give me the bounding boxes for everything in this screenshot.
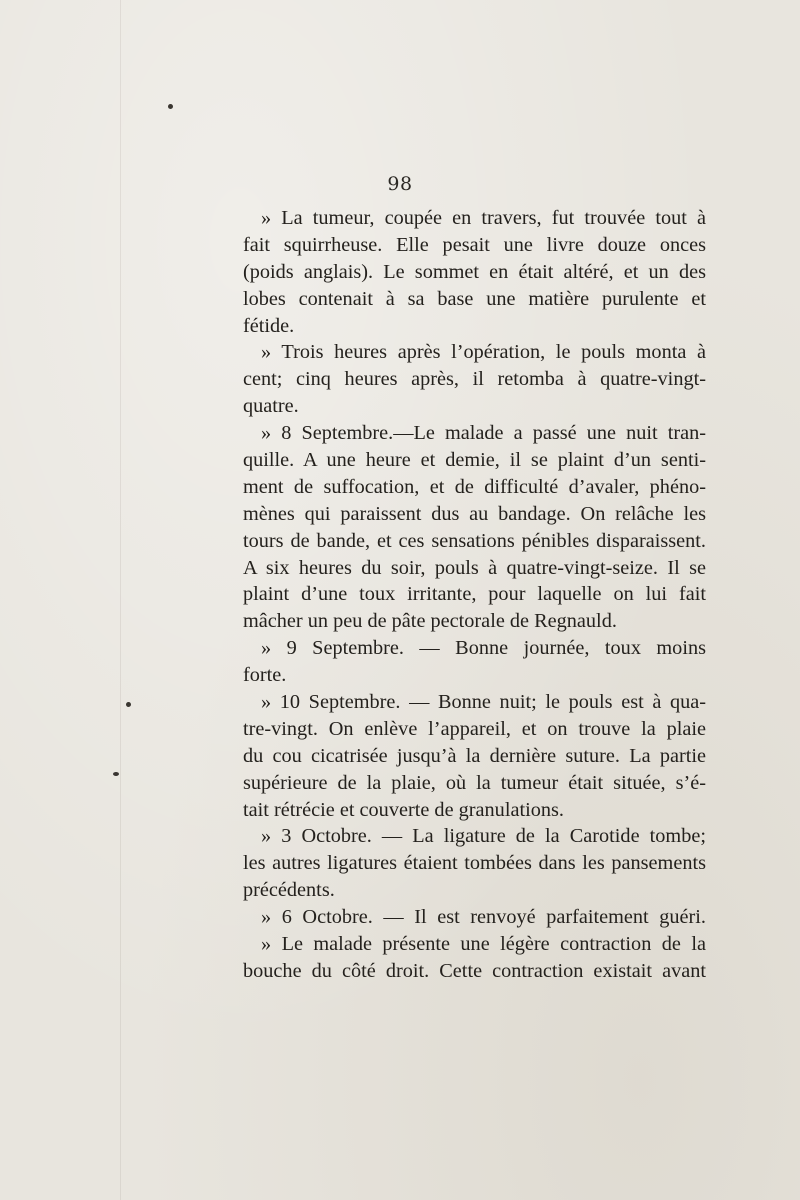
text-line: » 10 Septembre. — Bonne nuit; le pouls est à qua- [261,691,706,714]
text-line: précédents. [243,879,335,902]
text-line: tait rétrécie et couverte de granulations. [243,798,564,821]
text-line: quille. A une heure et demie, il se plaint d’un senti- [243,449,706,472]
text-line: A six heures du soir, pouls à quatre-vingt-seize. Il se [243,556,706,579]
text-line: tours de bande, et ces sensations pénibles disparaissent. [243,529,706,552]
ink-speck [168,104,173,109]
ink-speck [113,772,119,776]
text-line: » Le malade présente une légère contraction de la [261,933,706,956]
text-line: du cou cicatrisée jusqu’à la dernière suture. La partie [243,744,706,767]
text-line: mâcher un peu de pâte pectorale de Regnauld. [243,610,617,633]
body-text [243,205,706,985]
text-line: lobes contenait à sa base une matière purulente et [243,287,706,310]
text-line: fait squirrheuse. Elle pesait une livre douze onces [243,233,706,256]
ink-speck [126,702,131,707]
text-line: » 8 Septembre.—Le malade a passé une nuit tran- [261,422,706,445]
text-line: supérieure de la plaie, où la tumeur était située, s’é- [243,771,706,794]
text-line: les autres ligatures étaient tombées dans les pansements [243,852,706,875]
text-line: » 6 Octobre. — Il est renvoyé parfaitement guéri. [261,906,706,929]
text-line: » 9 Septembre. — Bonne journée, toux moins [261,637,706,660]
text-line: mènes qui paraissent dus au bandage. On relâche les [243,502,706,525]
text-line: plaint d’une toux irritante, pour laquelle on lui fait [243,583,706,606]
page-number: 98 [387,173,413,195]
text-line: » La tumeur, coupée en travers, fut trouvée tout à [261,207,706,229]
text-line: fétide. [243,314,295,337]
text-line: (poids anglais). Le sommet en était altéré, et un des [243,260,706,283]
text-line: » 3 Octobre. — La ligature de la Carotide tombe; [261,825,706,848]
text-line: quatre. [243,395,299,418]
text-line: cent; cinq heures après, il retomba à quatre-vingt- [243,368,706,391]
text-line: bouche du côté droit. Cette contraction existait avant [243,959,706,982]
text-line: forte. [243,664,287,687]
text-line: » Trois heures après l’opération, le pouls monta à [261,341,706,364]
text-line: ment de suffocation, et de difficulté d’avaler, phéno- [243,475,706,498]
text-line: tre-vingt. On enlève l’appareil, et on trouve la plaie [243,717,706,740]
